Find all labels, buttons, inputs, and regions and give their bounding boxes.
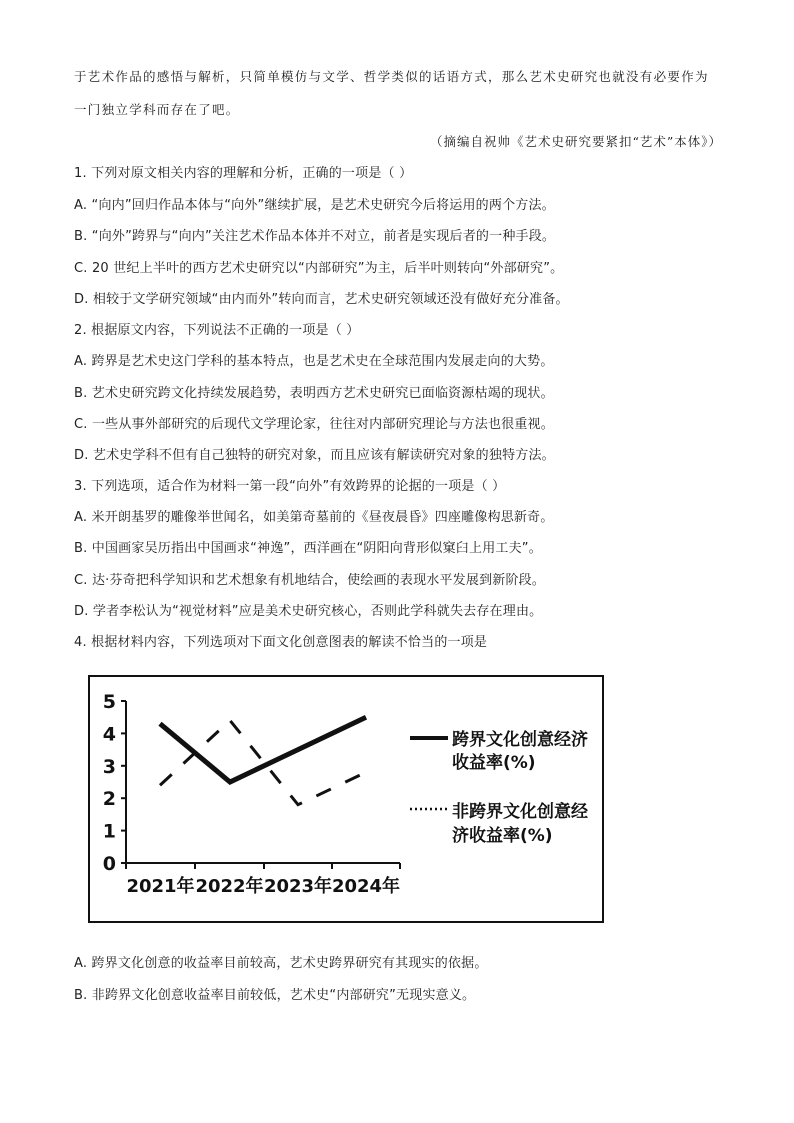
question-4-option-b: B. 非跨界文化创意收益率目前较低，艺术史“内部研究”无现实意义。 [74, 988, 476, 1003]
y-tick-label: 2 [102, 788, 116, 811]
legend-series-2-line-2: 济收益率(%) [452, 826, 553, 846]
x-tick-label: 2023年 [263, 876, 333, 897]
legend-series-2-line-1: 非跨界文化创意经 [452, 802, 588, 822]
x-tick-label: 2022年 [195, 876, 264, 897]
series-line-cross-border [160, 717, 366, 782]
question-3-option-b: B. 中国画家吴历指出中国画求“神逸”，西洋画在“阴阳向背形似窠臼上用工夫”。 [74, 541, 542, 556]
passage-source: （摘编自祝帅《艺术史研究要紧扣“艺术”本体》） [429, 134, 722, 149]
question-2-stem: 2. 根据原文内容，下列说法不正确的一项是（ ） [74, 323, 360, 338]
question-4-option-a: A. 跨界文化创意的收益率目前较高，艺术史跨界研究有其现实的依据。 [74, 956, 488, 971]
question-4-stem: 4. 根据材料内容，下列选项对下面文化创意图表的解读不恰当的一项是 [74, 635, 488, 650]
chart-frame [88, 675, 604, 923]
y-tick-label: 0 [102, 853, 116, 875]
question-2-option-a: A. 跨界是艺术史这门学科的基本特点，也是艺术史在全球范围内发展走向的大势。 [74, 354, 554, 369]
passage-line-1: 于艺术作品的感悟与解析，只简单模仿与文学、哲学类似的话语方式，那么艺术史研究也就没有必要作为 [74, 69, 709, 84]
question-1-option-b: B. “向外”跨界与“向内”关注艺术作品本体并不对立，前者是实现后者的一种手段。 [74, 229, 556, 244]
x-tick-label: 2021年 [126, 876, 195, 897]
passage-line-2: 一门独立学科而存在了吧。 [74, 102, 240, 117]
legend-series-1-line-2: 收益率(%) [452, 753, 536, 773]
question-3-option-a: A. 米开朗基罗的雕像举世闻名，如美第奇墓前的《昼夜晨昏》四座雕像构思新奇。 [74, 510, 554, 525]
y-tick-label: 4 [102, 723, 116, 746]
line-chart [90, 677, 602, 921]
y-tick-label: 5 [102, 691, 116, 713]
question-1-option-c: C. 20 世纪上半叶的西方艺术史研究以“内部研究”为主，后半叶则转向“外部研究”。 [74, 261, 564, 276]
question-1-stem: 1. 下列对原文相关内容的理解和分析，正确的一项是（ ） [74, 166, 413, 181]
x-tick-label: 2024年 [331, 876, 401, 897]
y-tick-label: 1 [102, 820, 116, 843]
legend-series-1-line-1: 跨界文化创意经济 [452, 730, 588, 750]
question-1-option-d: D. 相较于文学研究领域“由内而外”转向而言，艺术史研究领域还没有做好充分准备。 [74, 292, 569, 307]
question-2-option-b: B. 艺术史研究跨文化持续发展趋势，表明西方艺术史研究已面临资源枯竭的现状。 [74, 386, 554, 401]
question-3-option-c: C. 达·芬奇把科学知识和艺术想象有机地结合，使绘画的表现水平发展到新阶段。 [74, 573, 546, 588]
question-1-option-a: A. “向内”回归作品本体与“向外”继续扩展，是艺术史研究今后将运用的两个方法。 [74, 198, 555, 213]
question-3-option-d: D. 学者李松认为“视觉材料”应是美术史研究核心，否则此学科就失去存在理由。 [74, 604, 543, 619]
y-tick-label: 3 [102, 755, 116, 778]
question-3-stem: 3. 下列选项，适合作为材料一第一段“向外”有效跨界的论据的一项是（ ） [74, 479, 506, 494]
question-2-option-c: C. 一些从事外部研究的后现代文学理论家，往往对内部研究理论与方法也很重视。 [74, 417, 554, 432]
question-2-option-d: D. 艺术史学科不但有自己独特的研究对象，而且应该有解读研究对象的独特方法。 [74, 448, 555, 463]
